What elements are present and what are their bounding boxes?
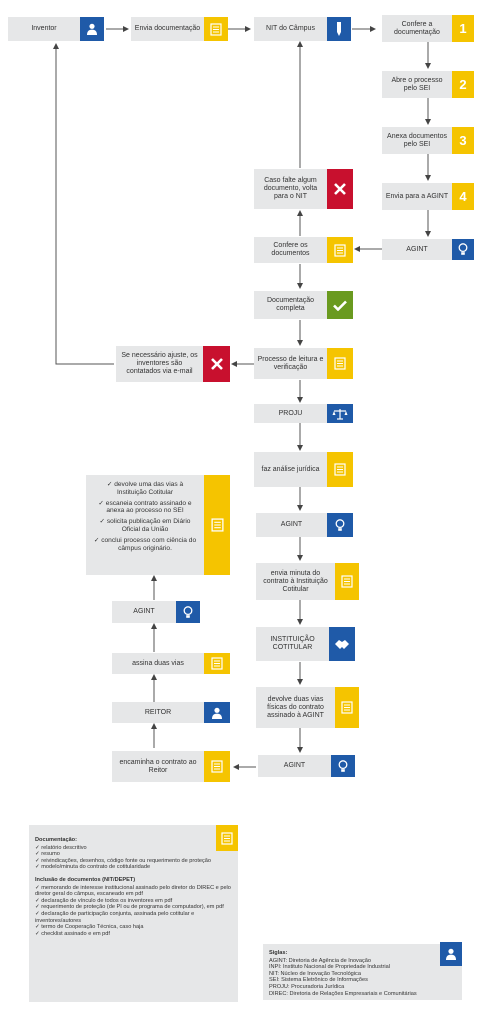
lightbulb-icon [452,239,474,260]
panel-heading: Siglas: [269,950,288,956]
document-icon [216,825,238,851]
panel-heading: Documentação: [35,837,77,843]
document-icon [327,348,353,379]
document-icon [327,237,353,263]
step-1-badge: 1 [452,15,474,42]
arrow-ajuste-inventor [56,44,114,364]
pencil-icon [327,17,351,41]
list-item: ✓ solicita publicação em Diário Oficial da União [99,518,191,533]
scales-icon [327,404,353,423]
node-agint-3: AGINT [258,755,331,777]
list-item: SEI: Sistema Eletrônico de Informações [269,977,368,984]
list-item: ✓ resumo [35,851,60,858]
node-agint-1: AGINT [382,239,452,260]
close-icon [203,346,230,382]
node-encaminha: encaminha o contrato ao Reitor [112,751,204,782]
person-icon [204,702,230,723]
node-abre: Abre o processo pelo SEI [382,71,452,98]
node-confere: Confere a documentação [382,15,452,42]
lightbulb-icon [176,601,200,623]
document-icon [327,452,353,487]
node-anexa: Anexa documentos pelo SEI [382,127,452,154]
node-nit: NIT do Câmpus [254,17,327,41]
node-analise: faz análise jurídica [254,452,327,487]
node-envia-agint: Envia para a AGINT [382,183,452,210]
step-3-badge: 3 [452,127,474,154]
list-item: INPI: Instituto Nacional de Propriedade Industrial [269,964,390,971]
document-icon [204,475,230,575]
person-icon [80,17,104,41]
close-icon [327,169,353,209]
panel-heading: Inclusão de documentos (NIT/DEPET) [35,876,136,883]
list-item: DIREC: Diretoria de Relações Empresariais e Comunitárias [269,990,417,997]
node-envia: Envia documentação [131,17,204,41]
node-minuta: envia minuta do contrato à Instituição Cotitular [256,563,335,600]
list-item: PROJU: Procuradoria Jurídica [269,983,345,990]
person-icon [440,942,462,966]
handshake-icon [329,627,355,661]
document-icon [204,751,230,782]
node-ajuste: Se necessário ajuste, os inventores são contatados via e-mail [116,346,203,382]
list-item: AGINT: Diretoria de Agência de Inovação [269,957,371,964]
list-item: ✓ conclui processo com ciência do câmpus originário. [93,536,197,552]
node-caso-falte: Caso falte algum documento, volta para o NIT [254,169,327,209]
node-agint-4: AGINT [112,601,176,623]
list-item: ✓ relatório descritivo [35,844,87,851]
list-item: ✓ declaração de vínculo de todos os inventores em pdf [35,897,173,904]
node-processo: Processo de leitura e verificação [254,348,327,379]
lightbulb-icon [327,513,353,537]
list-item: ✓ devolve uma das vias à Instituição Cotitular [106,481,184,496]
document-icon [204,653,230,674]
list-item: ✓ reivindicações, desenhos, código fonte ou requerimento de proteção [35,857,212,864]
siglas-panel [263,944,462,1000]
lightbulb-icon [331,755,355,777]
node-agint-2: AGINT [256,513,327,537]
list-item: ✓ memorando de interesse institucional assinado pelo diretor do DIREC e pelo diretor geral do câmpus, escaneado em pdf [35,884,231,898]
document-icon [204,17,228,41]
list-item: ✓ termo de Cooperação Técnica, caso haja [35,924,144,931]
documentation-panel [29,825,238,1002]
list-item: ✓ declaração de participação conjunta, assinada pelo cotitular e inventores/autores [35,910,195,924]
final-actions-list [86,475,204,575]
node-completa: Documentação completa [254,291,327,319]
list-item: ✓ escaneia contrato assinado e anexa ao processo no SEI [98,499,192,515]
node-inventor: Inventor [8,17,80,41]
node-cotitular: INSTITUIÇÃO COTITULAR [256,627,329,661]
list-item: NIT: Núcleo de Inovação Tecnológica [269,970,361,977]
list-item: ✓ checklist assinado e em pdf [35,930,110,937]
node-proju: PROJU [254,404,327,423]
list-item: ✓ modelo/minuta do contrato de cotitularidade [35,864,151,871]
node-assina: assina duas vias [112,653,204,674]
step-4-badge: 4 [452,183,474,210]
document-icon [335,563,359,600]
list-item: ✓ requerimento de proteção (de PI ou de programa de computador), em pdf [35,904,224,911]
document-icon [335,687,359,728]
node-devolve: devolve duas vias físicas do contrato assinado à AGINT [256,687,335,728]
checkmark-icon [327,291,353,319]
node-confere-os: Confere os documentos [254,237,327,263]
step-2-badge: 2 [452,71,474,98]
node-reitor: REITOR [112,702,204,723]
